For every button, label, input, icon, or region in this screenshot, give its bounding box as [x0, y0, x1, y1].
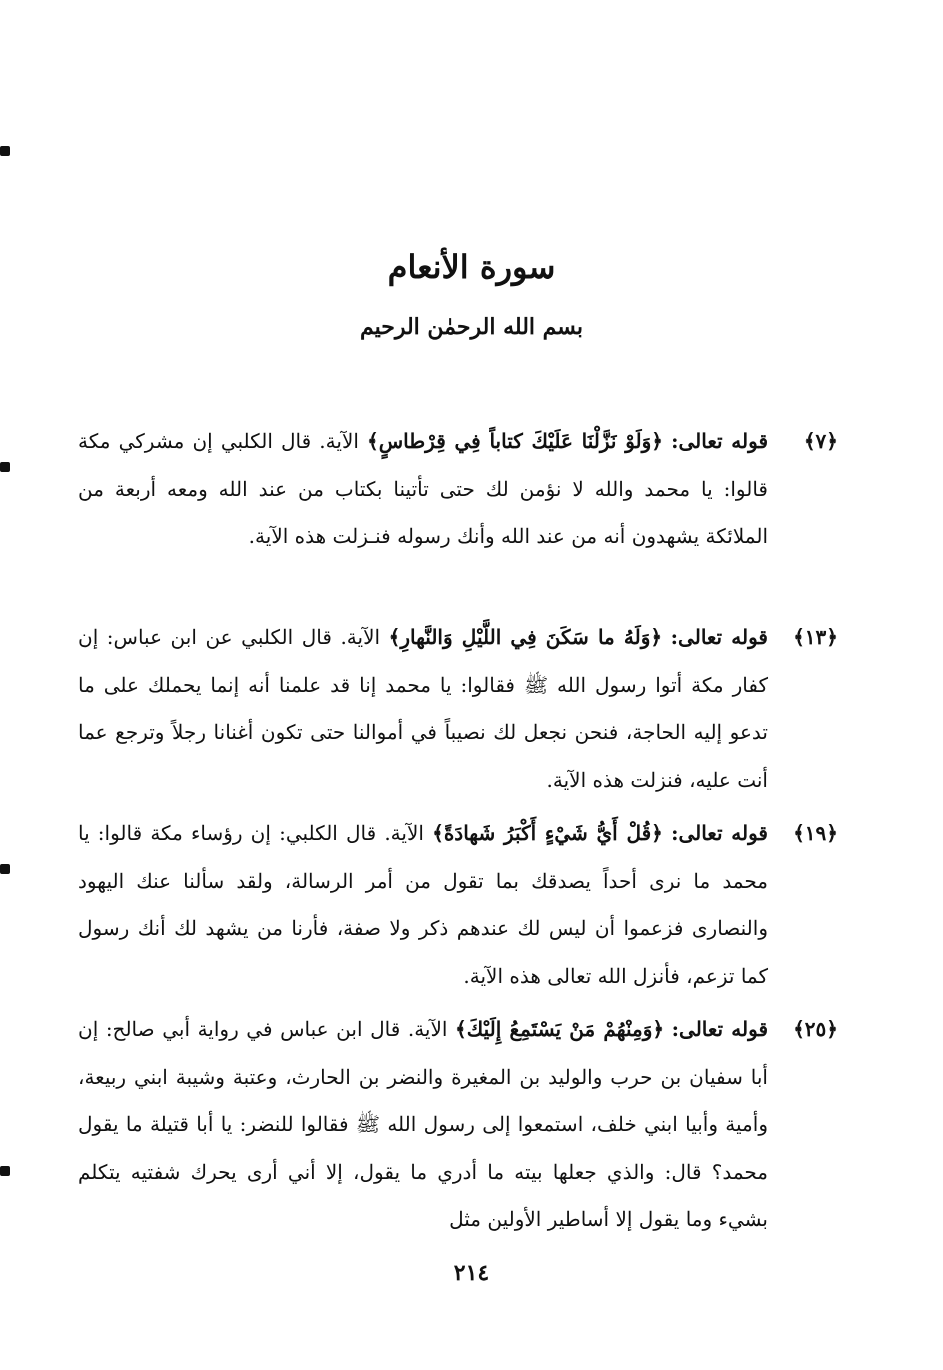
verse-number: ﴿١٩﴾	[793, 821, 838, 845]
basmala: بسم الله الرحمٰن الرحيم	[359, 314, 584, 340]
entry-lead: قوله تعالى:	[671, 429, 769, 453]
commentary: الآية. قال ابن عباس في رواية أبي صالح: إن أبا سفيان بن حرب والوليد بن المغيرة والنضر بن الحارث، وعتبة وشيبة ابني ربيعة، وأمية وأبيا ابني خلف، استمعوا إلى رسول الله ﷺ فقالوا للنضر: يا أبا قتيلة ما يقول محمد؟ قال: والذي جعلها بيته ما أدري ما يقول، إلا أني أرى يحرك شفتيه يتكلم بشيء وما يقول إلا أساطير الأولين مثل	[78, 1017, 769, 1231]
entry-text	[78, 614, 768, 804]
entry-lead: قوله تعالى:	[671, 821, 768, 845]
scan-edge-mark	[0, 462, 10, 472]
commentary: الآية. قال الكلبي: إن رؤساء مكة قالوا: يا محمد ما نرى أحداً يصدقك بما تقول من أمر الرسالة، ولقد سألنا عنك اليهود والنصارى فزعموا أن ليس لك عندهم ذكر ولا صفة، فأرنا من يشهد لك أنك رسول كما تزعم، فأنزل الله تعالى هذه الآية.	[78, 821, 768, 988]
entry-lead: قوله تعالى:	[670, 625, 768, 649]
quoted-verse: ﴿وَلَوْ نَزَّلْنَا عَلَيْكَ كتاباً فِي قِرْطاسٍ﴾	[367, 429, 663, 453]
entry-text	[78, 810, 768, 1000]
entry-verse-13	[78, 614, 838, 804]
quoted-verse: ﴿وَلَهُ ما سَكَنَ فِي اللَّيْلِ وَالنَّهارِ﴾	[388, 625, 663, 649]
quoted-verse: ﴿وَمِنْهُمْ مَنْ يَسْتَمِعُ إِلَيْكَ﴾	[455, 1017, 665, 1041]
verse-number: ﴿٧﴾	[803, 429, 838, 453]
entry-text	[78, 418, 768, 561]
commentary: الآية. قال الكلبي إن مشركي مكة قالوا: يا محمد والله لا نؤمن لك حتى تأتينا بكتاب من عند الله ومعه أربعة من الملائكة يشهدون أنه من عند الله وأنك رسوله فنـزلت هذه الآية.	[78, 429, 768, 548]
entry-text	[78, 1006, 768, 1244]
entry-verse-7	[78, 418, 838, 608]
entry-verse-25	[78, 1006, 838, 1246]
entry-lead: قوله تعالى:	[671, 1017, 768, 1041]
entry-verse-19	[78, 810, 838, 1000]
verse-number: ﴿١٣﴾	[793, 625, 838, 649]
page-number: ٢١٤	[453, 1260, 490, 1286]
scan-edge-mark	[0, 864, 10, 874]
verse-number: ﴿٢٥﴾	[793, 1017, 838, 1041]
surah-title: سورة الأنعام	[387, 248, 556, 286]
scan-edge-mark	[0, 1166, 10, 1176]
quoted-verse: ﴿قُلْ أَيُّ شَيْءٍ أَكْبَرُ شَهادَةً﴾	[432, 821, 663, 845]
scan-edge-mark	[0, 146, 10, 156]
commentary: الآية. قال الكلبي عن ابن عباس: إن كفار مكة أتوا رسول الله ﷺ فقالوا: يا محمد إنا قد علمنا أنه إنما يحملك على ما تدعو إليه الحاجة، فنحن نجعل لك نصيباً في أموالنا حتى تكون أغنانا رجلاً وترجع عما أنت عليه، فنزلت هذه الآية.	[78, 625, 769, 792]
